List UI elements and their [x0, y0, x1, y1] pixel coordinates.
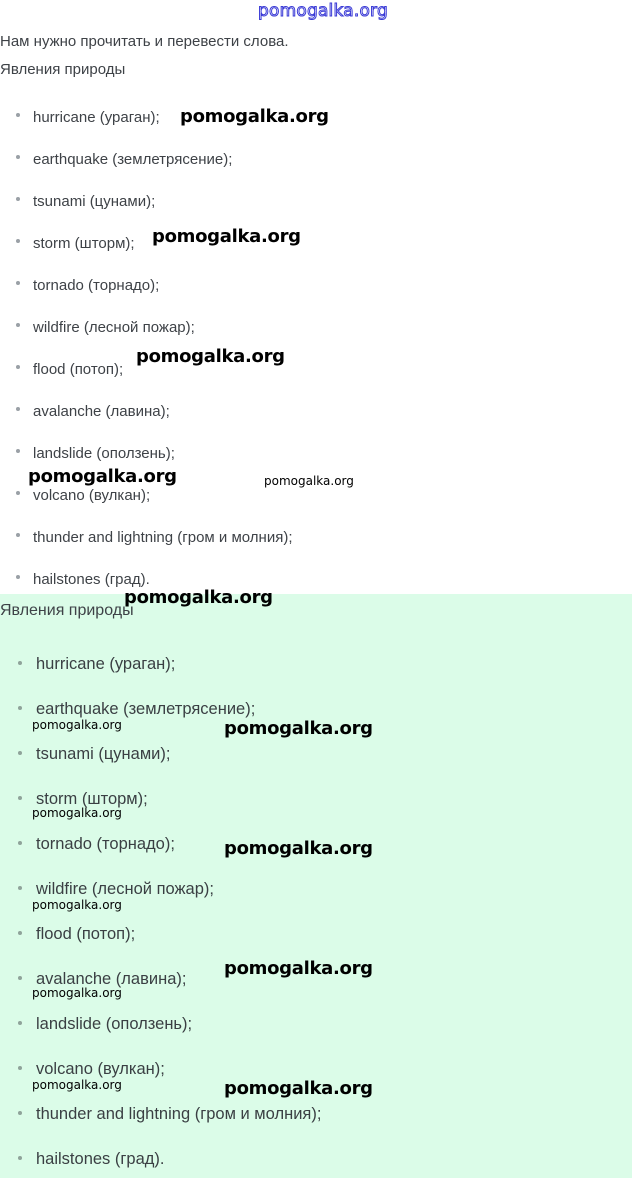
bullet-icon: [18, 706, 22, 710]
watermark: pomogalka.org: [224, 1078, 373, 1099]
bullet-icon: [18, 1021, 22, 1025]
bullet-icon: [16, 365, 20, 369]
intro-text: Нам нужно прочитать и перевести слова.: [0, 33, 289, 50]
bullet-icon: [18, 1066, 22, 1070]
bullet-icon: [18, 1156, 22, 1160]
watermark: pomogalka.org: [152, 226, 301, 247]
watermark: pomogalka.org: [28, 466, 177, 487]
watermark: pomogalka.org: [32, 718, 122, 732]
watermark: pomogalka.org: [32, 898, 122, 912]
bullet-icon: [18, 931, 22, 935]
bullet-icon: [16, 491, 20, 495]
bullet-icon: [16, 449, 20, 453]
bullet-icon: [16, 155, 20, 159]
watermark: pomogalka.org: [224, 958, 373, 979]
section-2-title: Явления природы: [0, 602, 134, 619]
watermark: pomogalka.org: [124, 587, 273, 608]
watermark: pomogalka.org: [136, 346, 285, 367]
watermark: pomogalka.org: [224, 718, 373, 739]
bullet-icon: [16, 407, 20, 411]
bullet-icon: [16, 197, 20, 201]
bullet-icon: [16, 533, 20, 537]
bullet-icon: [18, 751, 22, 755]
watermark: pomogalka.org: [32, 986, 122, 1000]
bullet-icon: [18, 841, 22, 845]
bullet-icon: [16, 575, 20, 579]
bullet-icon: [18, 976, 22, 980]
bullet-icon: [18, 661, 22, 665]
bullet-icon: [16, 113, 20, 117]
bullet-icon: [16, 323, 20, 327]
site-logo-text[interactable]: pomogalka.org: [258, 1, 388, 21]
site-header: [0, 0, 632, 26]
section-1-title: Явления природы: [0, 61, 126, 78]
bullet-icon: [18, 1111, 22, 1115]
bullet-icon: [18, 886, 22, 890]
watermark: pomogalka.org: [224, 838, 373, 859]
bullet-icon: [18, 796, 22, 800]
bullet-icon: [16, 281, 20, 285]
watermark: pomogalka.org: [32, 1078, 122, 1092]
watermark: pomogalka.org: [264, 474, 354, 488]
watermark: pomogalka.org: [32, 806, 122, 820]
watermark: pomogalka.org: [180, 106, 329, 127]
bullet-icon: [16, 239, 20, 243]
